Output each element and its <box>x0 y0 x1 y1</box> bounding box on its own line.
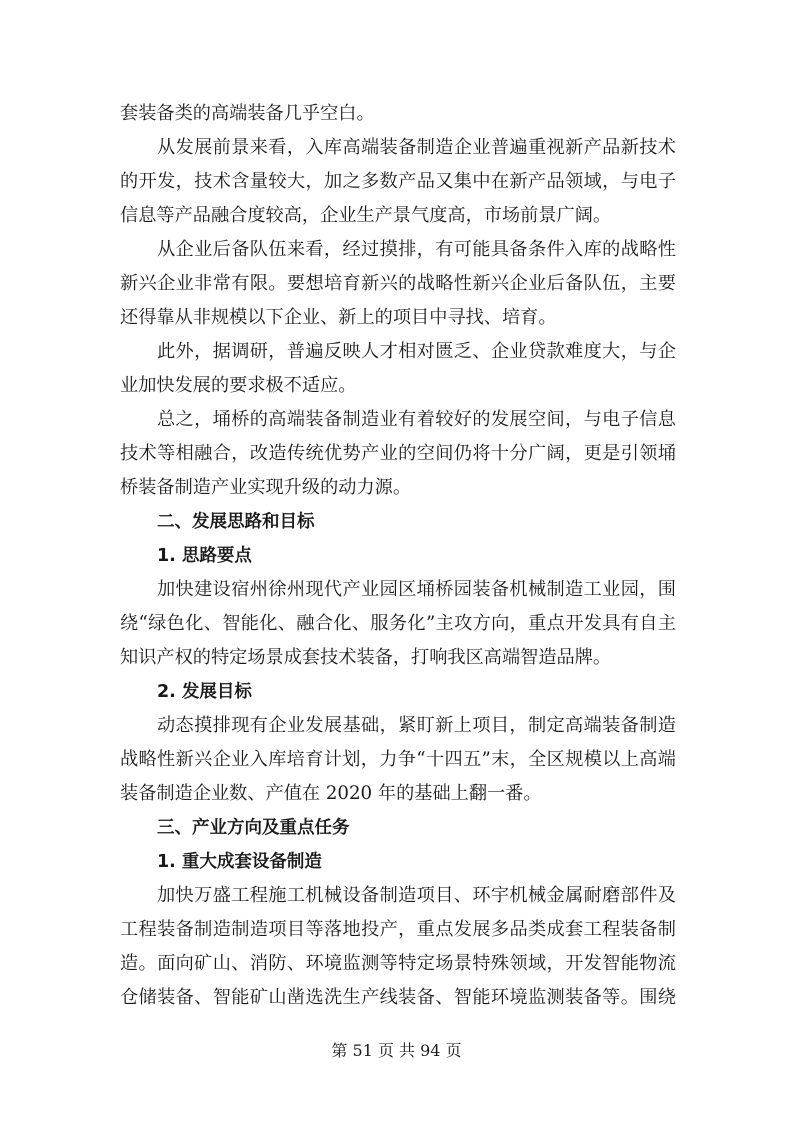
section-heading: 二、发展思路和目标 <box>157 512 315 532</box>
body-text-line: 还得靠从非规模以下企业、新上的项目中寻找、培育。 <box>120 307 557 328</box>
body-text-line: 信息等产品融合度较高，企业生产景气度高，市场前景广阔。 <box>120 205 612 226</box>
body-text-line: 桥装备制造产业实现升级的动力源。 <box>120 477 412 498</box>
paragraph-first-line: 总之，埇桥的高端装备制造业有着较好的发展空间，与电子信息 <box>157 409 676 430</box>
body-text-line: 绕“绿色化、智能化、融合化、服务化”主攻方向，重点开发具有自主 <box>120 613 676 634</box>
body-text-line: 造。面向矿山、消防、环境监测等特定场景特殊领域，开发智能物流 <box>120 953 676 974</box>
body-text-line: 知识产权的特定场景成套技术装备，打响我区高端智造品牌。 <box>120 647 612 668</box>
subsection-heading: 1. 重大成套设备制造 <box>157 852 322 872</box>
paragraph-first-line: 动态摸排现有企业发展基础，紧盯新上项目，制定高端装备制造 <box>157 715 676 736</box>
document-body <box>120 97 676 1015</box>
body-text-line: 工程装备制造制造项目等落地投产，重点发展多品类成套工程装备制 <box>120 919 676 940</box>
body-text-line: 仓储装备、智能矿山凿选洗生产线装备、智能环境监测装备等。围绕 <box>120 987 676 1008</box>
page-number-footer: 第 51 页 共 94 页 <box>331 1041 462 1060</box>
body-text-line: 技术等相融合，改造传统优势产业的空间仍将十分广阔，更是引领埇 <box>120 443 676 464</box>
paragraph-first-line: 加快建设宿州徐州现代产业园区埇桥园装备机械制造工业园，围 <box>157 579 676 600</box>
paragraph-first-line: 从企业后备队伍来看，经过摸排，有可能具备条件入库的战略性 <box>157 239 676 260</box>
paragraph-first-line: 从发展前景来看，入库高端装备制造企业普遍重视新产品新技术 <box>157 137 676 158</box>
body-text-line: 的开发，技术含量较大，加之多数产品又集中在新产品领域，与电子 <box>120 171 676 192</box>
body-text-line: 新兴企业非常有限。要想培育新兴的战略性新兴企业后备队伍，主要 <box>120 273 676 294</box>
section-heading: 三、产业方向及重点任务 <box>157 818 350 838</box>
body-text-line: 套装备类的高端装备几乎空白。 <box>120 103 375 124</box>
body-text-line: 装备制造企业数、产值在 2020 年的基础上翻一番。 <box>120 783 542 804</box>
subsection-heading: 2. 发展目标 <box>157 682 252 702</box>
body-text-line: 业加快发展的要求极不适应。 <box>120 375 357 396</box>
paragraph-first-line: 此外，据调研，普遍反映人才相对匮乏、企业贷款难度大，与企 <box>157 341 676 362</box>
body-text-line: 战略性新兴企业入库培育计划，力争“十四五”末，全区规模以上高端 <box>120 749 676 770</box>
subsection-heading: 1. 思路要点 <box>157 546 252 566</box>
paragraph-first-line: 加快万盛工程施工机械设备制造项目、环宇机械金属耐磨部件及 <box>157 885 676 906</box>
